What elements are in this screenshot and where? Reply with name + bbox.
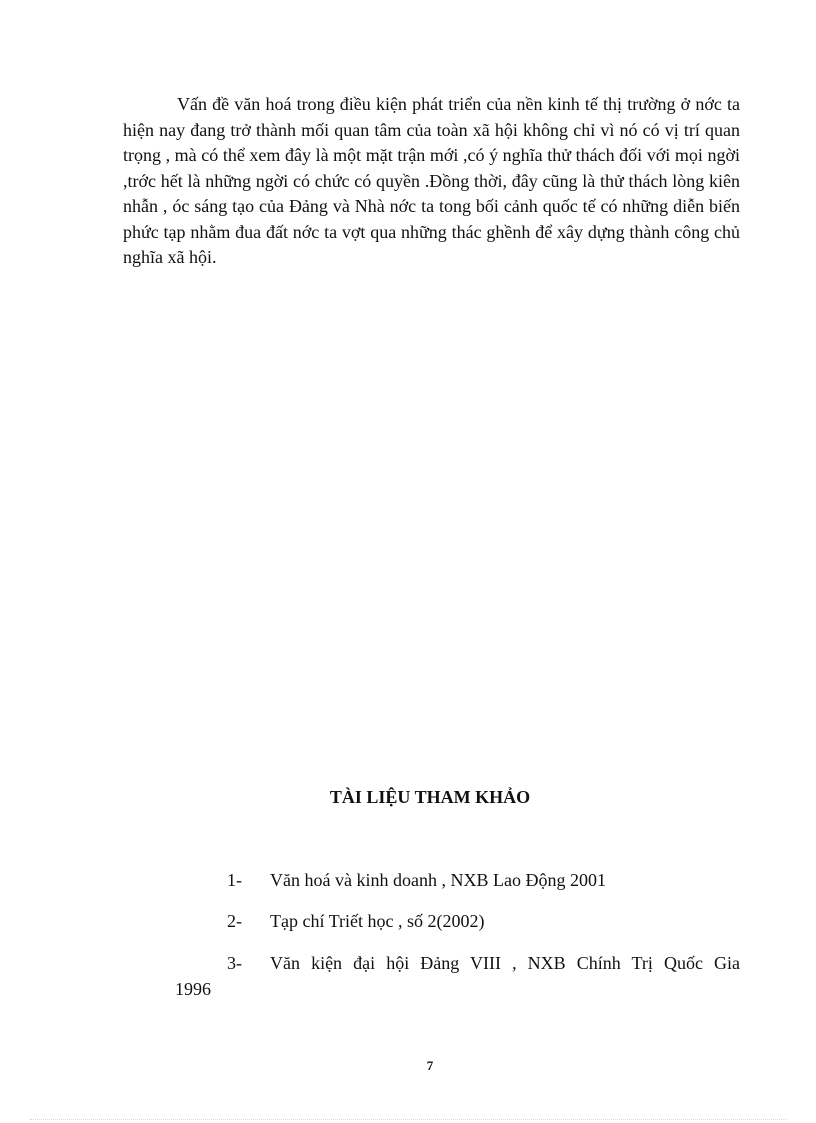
reference-text: Tạp chí Triết học , số 2(2002) — [270, 911, 485, 931]
body-paragraph: Vấn đề văn hoá trong điều kiện phát triển của nền kinh tế thị trường ở nớc ta hiện nay đang trở thành mối quan tâm của toàn xã hội không chỉ vì nó có vị trí quan trọng , mà có thể xem đây là một mặt trận mới ,có ý nghĩa thử thách đối với mọi ngời ,trớc hết là những ngời có chức có quyền .Đồng thời, đây cũng là thử thách lòng kiên nhẫn , óc sáng tạo của Đảng và Nhà nớc ta tong bối cảnh quốc tế có những diễn biến phức tạp nhằm đua đất nớc ta vợt qua những thác ghềnh để xây dựng thành công chủ nghĩa xã hội. — [123, 94, 740, 267]
reference-number: 3- — [227, 953, 242, 973]
reference-item — [227, 950, 740, 976]
references-title: TÀI LIỆU THAM KHẢO — [329, 787, 531, 807]
reference-text: Văn kiện đại hội Đảng VIII , NXB Chính Trị Quốc Gia — [270, 953, 740, 973]
page-bottom-divider — [30, 1119, 786, 1120]
reference-number: 2- — [227, 911, 242, 931]
reference-item — [227, 908, 740, 934]
reference-text-continuation: 1996 — [175, 979, 211, 999]
reference-item — [227, 867, 740, 893]
page-number: 7 — [426, 1058, 434, 1073]
reference-text: Văn hoá và kinh doanh , NXB Lao Động 2001 — [270, 870, 606, 890]
reference-number: 1- — [227, 870, 242, 890]
